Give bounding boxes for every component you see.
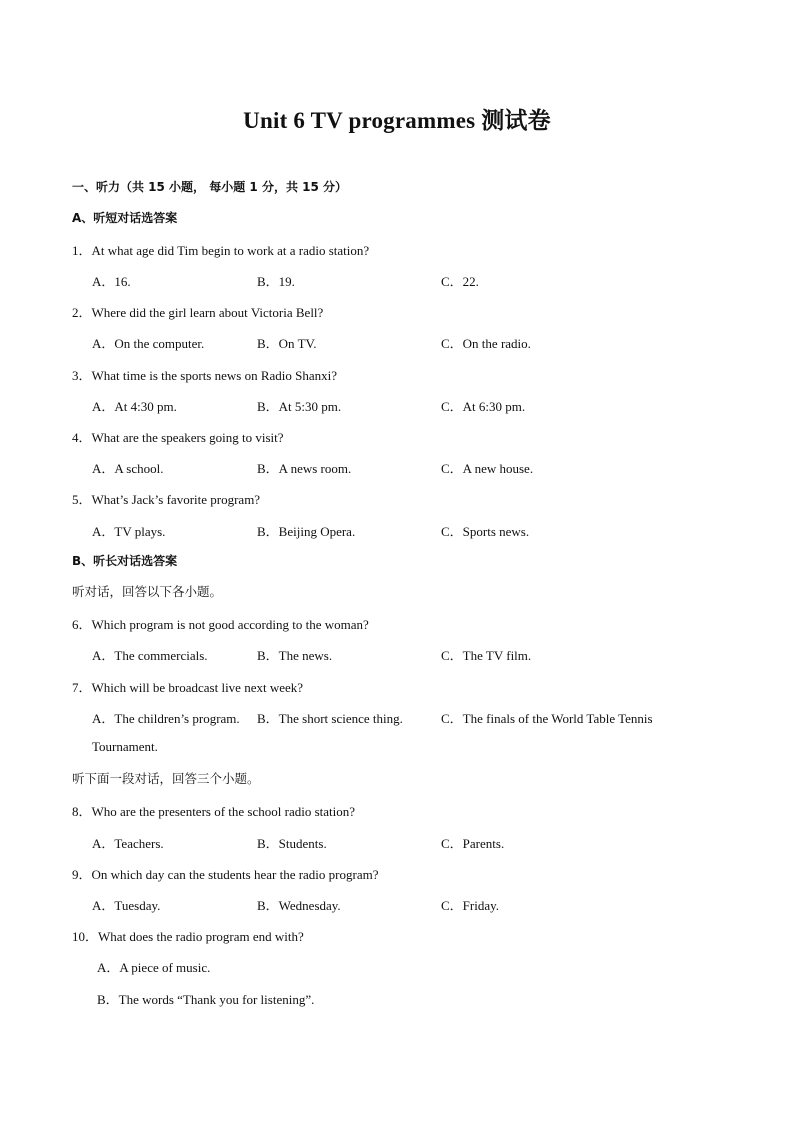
question-9-option-b: B．Wednesday. — [257, 898, 341, 913]
question-6-option-a: A．The commercials. — [92, 648, 208, 663]
question-4-option-b: B．A news room. — [257, 461, 352, 476]
question-3-option-a: A．At 4:30 pm. — [92, 399, 177, 414]
question-8-option-b: B．Students. — [257, 836, 327, 851]
question-3: 3．What time is the sports news on Radio Shanxi? — [72, 368, 338, 383]
question-2-option-c: C．On the radio. — [441, 336, 531, 351]
question-7: 7．Which will be broadcast live next week? — [72, 680, 304, 695]
question-4-option-c: C．A new house. — [441, 461, 534, 476]
question-6-option-b: B．The news. — [257, 648, 333, 663]
question-8-option-a: A．Teachers. — [92, 836, 164, 851]
question-1: 1．At what age did Tim begin to work at a radio station? — [72, 243, 370, 258]
question-5-option-b: B．Beijing Opera. — [257, 524, 356, 539]
question-6: 6．Which program is not good according to the woman? — [72, 617, 369, 632]
question-10-option-a: A．A piece of music. — [97, 960, 211, 975]
question-3-option-c: C．At 6:30 pm. — [441, 399, 526, 414]
question-1-option-b: B．19. — [257, 274, 295, 289]
question-2-option-b: B．On TV. — [257, 336, 317, 351]
question-7-option-b: B．The short science thing. — [257, 711, 403, 726]
question-5: 5．What’s Jack’s favorite program? — [72, 492, 261, 507]
part-b-heading: B、听长对话选答案 — [72, 554, 178, 568]
question-1-option-c: C．22. — [441, 274, 479, 289]
question-5-option-c: C．Sports news. — [441, 524, 530, 539]
question-6-option-c: C．The TV film. — [441, 648, 532, 663]
question-1-option-a: A．16. — [92, 274, 131, 289]
section-heading: 一、听力（共 15 小题， 每小题 1 分，共 15 分） — [72, 180, 347, 194]
question-7-option-c: C．The finals of the World Table Tennis — [441, 711, 653, 726]
question-9: 9．On which day can the students hear the radio program? — [72, 867, 379, 882]
question-8-option-c: C．Parents. — [441, 836, 505, 851]
question-8: 8．Who are the presenters of the school radio station? — [72, 804, 356, 819]
question-7-option-a: A．The children’s program. — [92, 711, 240, 726]
question-9-option-a: A．Tuesday. — [92, 898, 161, 913]
question-9-option-c: C．Friday. — [441, 898, 500, 913]
question-2: 2．Where did the girl learn about Victoria Bell? — [72, 305, 324, 320]
part-a-heading: A、听短对话选答案 — [72, 211, 178, 225]
question-10-option-b: B．The words “Thank you for listening”. — [97, 992, 315, 1007]
question-2-option-a: A．On the computer. — [92, 336, 205, 351]
question-7-option-c-continued: Tournament. — [92, 739, 158, 754]
question-4: 4．What are the speakers going to visit? — [72, 430, 284, 445]
question-3-option-b: B．At 5:30 pm. — [257, 399, 342, 414]
instruction-text: 听对话，回答以下各小题。 — [72, 584, 223, 599]
question-4-option-a: A．A school. — [92, 461, 164, 476]
page-title: Unit 6 TV programmes 测试卷 — [243, 108, 551, 133]
instruction-text: 听下面一段对话，回答三个小题。 — [72, 771, 260, 786]
question-5-option-a: A．TV plays. — [92, 524, 166, 539]
question-10: 10．What does the radio program end with? — [72, 929, 304, 944]
